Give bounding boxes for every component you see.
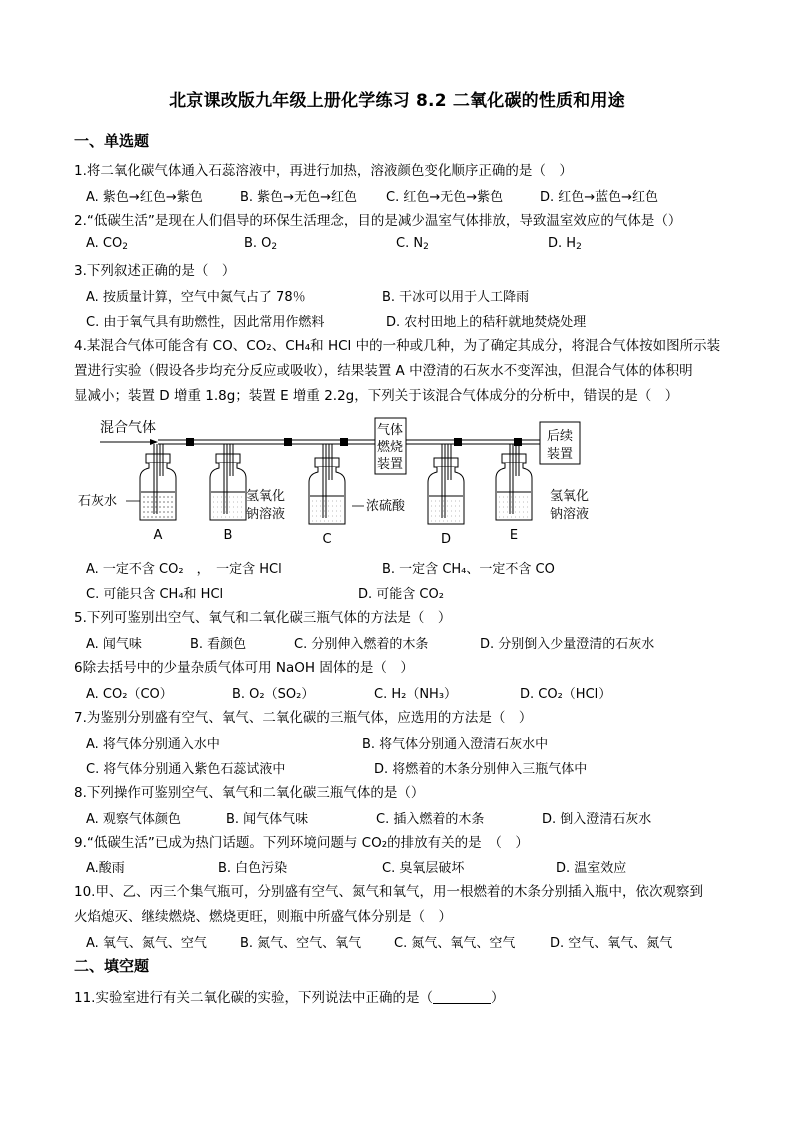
limewater-label: 石灰水 xyxy=(78,494,118,509)
q3-option-a: A. 按质量计算，空气中氮气占了 78％ xyxy=(86,290,306,305)
q8-option-a: A. 观察气体颜色 xyxy=(86,812,181,827)
bottle-label-b: B xyxy=(223,528,233,543)
apparatus-diagram xyxy=(70,412,690,552)
question-11-stem xyxy=(74,986,734,1011)
naoh-label-e-1: 氢氧化 xyxy=(550,489,590,504)
bottle-b xyxy=(210,444,246,520)
q2-option-a: A. $CO_2$ xyxy=(86,236,128,252)
q1-option-d: D. 红色→蓝色→红色 xyxy=(540,190,659,205)
q9-option-d: D. 温室效应 xyxy=(556,861,627,876)
page-title: 北京课改版九年级上册化学练习 8.2 二氧化碳的性质和用途 xyxy=(169,91,625,111)
q5-option-c: C. 分别伸入燃着的木条 xyxy=(294,637,429,652)
q2-option-b: B. $O_2$ xyxy=(244,236,278,252)
q9-option-b: B. 白色污染 xyxy=(218,861,288,876)
q7-option-c: C. 将气体分别通入紫色石蕊试液中 xyxy=(86,762,286,777)
question-5-stem: 5.下列可鉴别出空气、氧气和二氧化碳三瓶气体的方法是（ ） xyxy=(74,610,452,626)
q5-option-a: A. 闻气味 xyxy=(86,637,142,652)
q7-option-d: D. 将燃着的木条分别伸入三瓶气体中 xyxy=(374,762,588,777)
combustion-label-2: 燃烧 xyxy=(376,440,404,455)
combustion-label-1: 气体 xyxy=(376,423,404,438)
answer-blank[interactable] xyxy=(433,989,491,1004)
question-11-close: ） xyxy=(490,990,505,1006)
q8-option-b: B. 闻气体气味 xyxy=(226,812,309,827)
q8-option-d: D. 倒入澄清石灰水 xyxy=(542,812,652,827)
q4-option-a: A. 一定不含 CO₂ ， 一定含 HCl xyxy=(86,562,282,577)
section-heading-fill-in: 二、填空题 xyxy=(74,957,150,975)
combustion-label-3: 装置 xyxy=(376,457,404,472)
q6-option-a: A. CO₂（CO） xyxy=(86,687,173,702)
q9-option-c: C. 臭氧层破坏 xyxy=(382,861,465,876)
question-4-line-1: 4.某混合气体可能含有 CO、CO₂、CH₄和 HCl 中的一种或几种，为了确定其成分，将混合气体按如图所示装 xyxy=(74,338,721,354)
q4-option-d: D. 可能含 CO₂ xyxy=(358,587,444,602)
question-9-stem: 9.“低碳生活”已成为热门话题。下列环境问题与 CO₂的排放有关的是 （ ） xyxy=(74,835,529,851)
gas-washing-bottles xyxy=(140,444,532,524)
question-11-text: 11.实验室进行有关二氧化碳的实验，下列说法中正确的是（ xyxy=(74,990,433,1006)
q10-option-a: A. 氧气、氮气、空气 xyxy=(86,936,207,951)
q4-option-c: C. 可能只含 CH₄和 HCl xyxy=(86,587,224,602)
naoh-label-b-1: 氢氧化 xyxy=(246,489,286,504)
q10-option-d: D. 空气、氧气、氮气 xyxy=(550,936,673,951)
follow-up-label-1: 后续 xyxy=(546,429,574,444)
q10-option-c: C. 氮气、氧气、空气 xyxy=(394,936,516,951)
q5-option-b: B. 看颜色 xyxy=(190,637,247,652)
question-4-line-3: 显减小；装置 D 增重 1.8g；装置 E 增重 2.2g，下列关于该混合气体成分的分析中，错误的是（ ） xyxy=(74,388,679,404)
q1-option-c: C. 红色→无色→紫色 xyxy=(386,190,504,205)
question-1-stem: 1.将二氧化碳气体通入石蕊溶液中，再进行加热，溶液颜色变化顺序正确的是（ ） xyxy=(74,163,573,179)
rubber-joints xyxy=(186,438,522,446)
inlet-label: 混合气体 xyxy=(100,420,156,436)
bottle-a xyxy=(140,444,176,520)
question-4-line-2: 置进行实验（假设各步均充分反应或吸收），结果装置 A 中澄清的石灰水不变浑浊，但混合气体的体积明 xyxy=(74,363,693,379)
bottle-label-c: C xyxy=(322,532,332,547)
q7-option-a: A. 将气体分别通入水中 xyxy=(86,737,220,752)
q7-option-b: B. 将气体分别通入澄清石灰水中 xyxy=(362,737,549,752)
question-10-line-2: 火焰熄灭、继续燃烧、燃烧更旺，则瓶中所盛气体分别是（ ） xyxy=(74,909,452,925)
follow-up-label-2: 装置 xyxy=(546,447,574,462)
sulfuric-acid-label: 浓硫酸 xyxy=(366,499,406,514)
q1-option-a: A. 紫色→红色→紫色 xyxy=(86,190,203,205)
q2-option-c: C. $N_2$ xyxy=(396,236,429,252)
q3-option-c: C. 由于氧气具有助燃性，因此常用作燃料 xyxy=(86,315,325,330)
question-3-stem: 3.下列叙述正确的是（ ） xyxy=(74,263,236,279)
bottle-label-a: A xyxy=(153,528,163,543)
q10-option-b: B. 氮气、空气、氧气 xyxy=(240,936,362,951)
q9-option-a: A.酸雨 xyxy=(86,861,125,876)
bottle-label-d: D xyxy=(440,532,452,547)
q6-option-c: C. H₂（NH₃） xyxy=(374,687,458,702)
bottle-label-e: E xyxy=(509,528,519,543)
q3-option-d: D. 农村田地上的秸秆就地焚烧处理 xyxy=(386,315,587,330)
question-8-stem: 8.下列操作可鉴别空气、氧气和二氧化碳三瓶气体的是（） xyxy=(74,785,425,801)
q1-option-b: B. 紫色→无色→红色 xyxy=(240,190,357,205)
q6-option-d: D. CO₂（HCl） xyxy=(520,687,612,702)
question-10-line-1: 10.甲、乙、丙三个集气瓶可，分别盛有空气、氮气和氧气，用一根燃着的木条分别插入瓶中，依次观察到 xyxy=(74,884,703,900)
question-2-stem: 2.“低碳生活”是现在人们倡导的环保生活理念，目的是减少温室气体排放，导致温室效应的气体是（） xyxy=(74,213,682,229)
q4-option-b: B. 一定含 CH₄、一定不含 CO xyxy=(382,562,555,577)
q5-option-d: D. 分别倒入少量澄清的石灰水 xyxy=(480,637,655,652)
bottle-d xyxy=(428,444,464,524)
q3-option-b: B. 干冰可以用于人工降雨 xyxy=(382,290,530,305)
q6-option-b: B. O₂（SO₂） xyxy=(232,687,315,702)
naoh-label-b-2: 钠溶液 xyxy=(246,507,286,522)
bottle-e xyxy=(496,444,532,520)
section-heading-single-choice: 一、单选题 xyxy=(74,132,150,150)
question-7-stem: 7.为鉴别分别盛有空气、氧气、二氧化碳的三瓶气体，应选用的方法是（ ） xyxy=(74,710,533,726)
question-6-stem: 6除去括号中的少量杂质气体可用 NaOH 固体的是（ ） xyxy=(74,660,414,676)
naoh-label-e-2: 钠溶液 xyxy=(550,507,590,522)
bottle-c xyxy=(309,444,345,524)
connecting-tubes xyxy=(158,440,540,444)
q2-option-d: D. $H_2$ xyxy=(548,236,582,252)
q8-option-c: C. 插入燃着的木条 xyxy=(376,812,485,827)
